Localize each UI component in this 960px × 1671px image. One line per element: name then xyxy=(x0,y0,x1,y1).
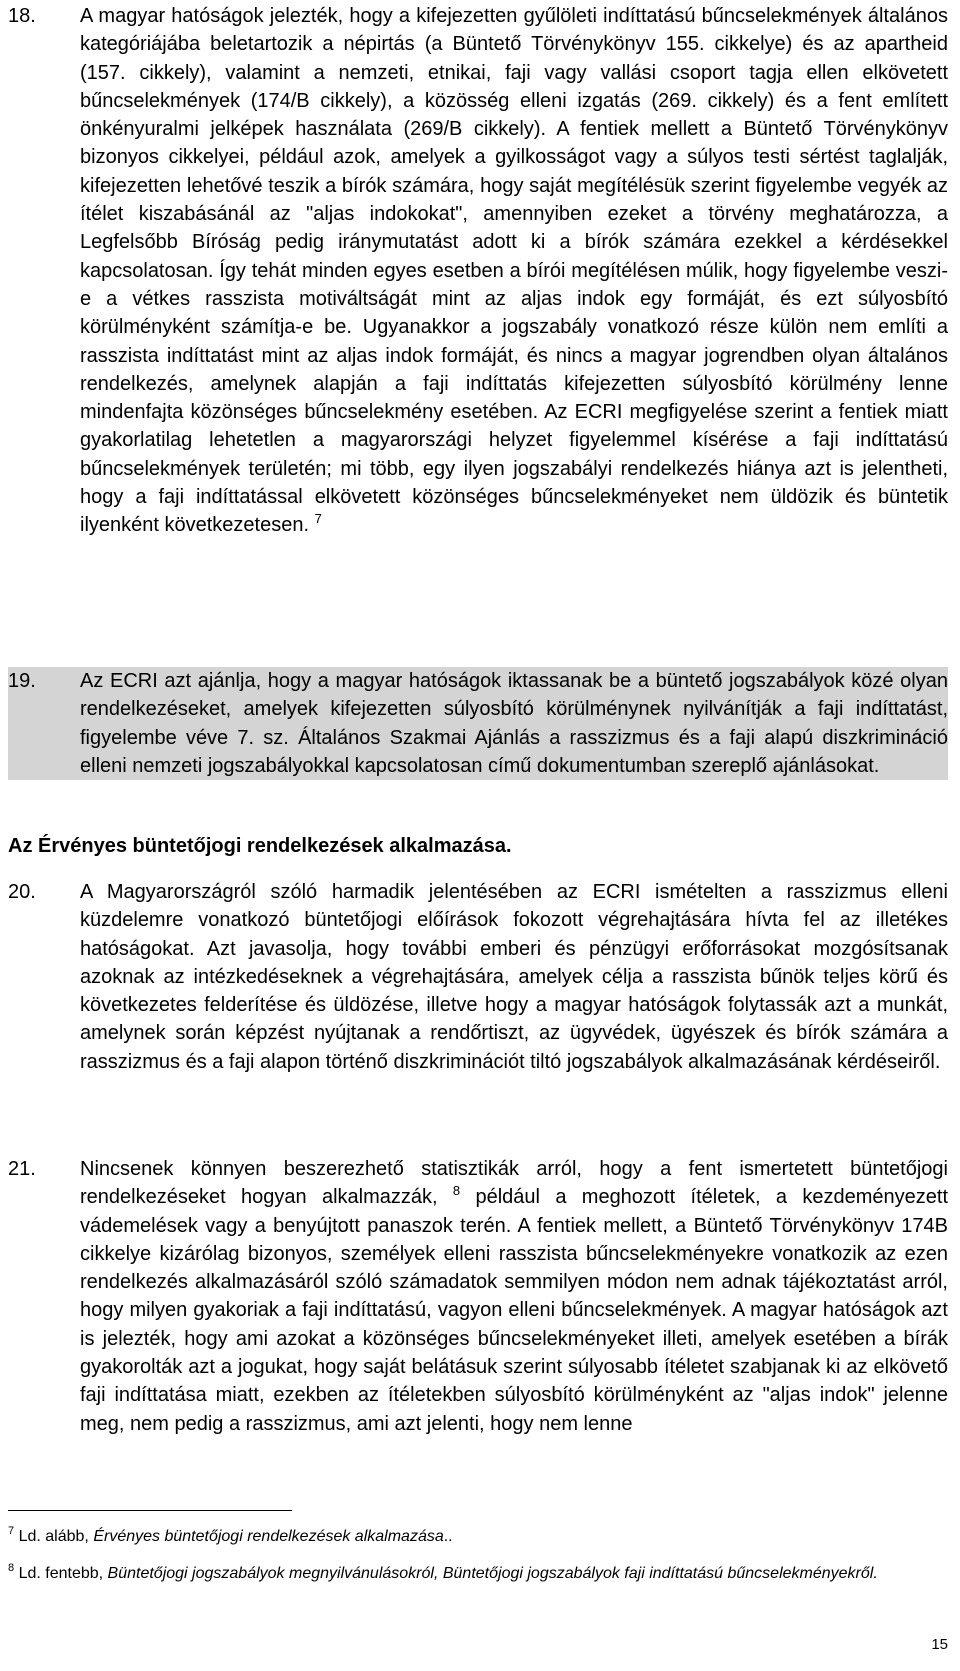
footnote-separator xyxy=(8,1510,292,1511)
footnote-prefix: Ld. fentebb, xyxy=(18,1565,104,1582)
paragraph-number: 18. xyxy=(8,5,36,27)
footnote-8 xyxy=(8,1560,948,1587)
footnote-prefix: Ld. alább, xyxy=(18,1528,89,1545)
paragraph-text: például a meghozott ítéletek, a kezdeményezett vádemelések vagy a benyújtott panaszok terén. A fentiek mellett, a Büntető Törvénykönyv 174B cikkelye kizárólag bizonyos, személyek elleni rasszista bűncselekményekre vonatkozik az ezen rendelkezés alkalmazásáról szóló számadatok semmilyen módon nem adnak tájékoztatást arról, hogy milyen gyakoriak a faji indíttatású, vagyon elleni bűncselekmények. A magyar hatóságok azt is jelezték, hogy ami azokat a közönséges bűncselekményeket illeti, amelyek esetében a bírák gyakorolták azt a jogukat, hogy saját belátásuk szerint súlyosabb ítéletet szabjanak ki az elkövető faji indíttatása miatt, ezekben az ítéletekben súlyosbító körülményként az "aljas indok" jelenne meg, nem pedig a rasszizmus, ami azt jelenti, hogy nem lenne xyxy=(80,1186,948,1435)
paragraph-body xyxy=(80,1155,948,1438)
page-number: 15 xyxy=(931,1636,948,1653)
paragraph-20 xyxy=(8,878,948,1076)
paragraph-number: 20. xyxy=(8,881,36,903)
footnote-italic-title: Érvényes büntetőjogi rendelkezések alkalmazása xyxy=(93,1528,444,1545)
paragraph-number: 19. xyxy=(8,670,36,692)
footnote-marker: 7 xyxy=(8,1525,15,1537)
paragraph-number: 21. xyxy=(8,1158,36,1180)
paragraph-19-recommendation xyxy=(8,667,948,780)
footnote-marker: 8 xyxy=(8,1562,15,1574)
paragraph-18 xyxy=(8,2,948,540)
footnote-reference[interactable]: 8 xyxy=(452,1183,461,1199)
footnote-italic-title: Büntetőjogi jogszabályok megnyilvánulásokról, Büntetőjogi jogszabályok faji indíttatású bűncselekményekről. xyxy=(107,1565,878,1582)
paragraph-text: A magyar hatóságok jelezték, hogy a kifejezetten gyűlöleti indíttatású bűncselekmények általános kategóriájába beletartozik a népirtás (a Büntető Törvénykönyv 155. cikkelye) és az apartheid (157. cikkely), valamint a nemzeti, etnikai, faji vagy vallási csoport tagja ellen elkövetett bűncselekmények (174/B cikkely), a közösség elleni izgatás (269. cikkely) és a fent említett önkényuralmi jelképek használata (269/B cikkely). A fentiek mellett a Büntető Törvénykönyv bizonyos cikkelyei, például azok, amelyek a gyilkosságot vagy a súlyos testi sértést taglalják, kifejezetten lehetővé teszik a bírók számára, hogy saját megítélésük szerint figyelembe vegyék az ítélet kiszabásánál az "aljas indokokat", amennyiben ezeket a törvény meghatározza, a Legfelsőbb Bíróság pedig iránymutatást adott ki a bírók számára ezekkel a kérdésekkel kapcsolatosan. Így tehát minden egyes esetben a bírói megítélésen múlik, hogy figyelembe veszi-e a vétkes rasszista motiváltságát mint az aljas indok egy formáját, és ezt súlyosbító körülményként számítja-e be. Ugyanakkor a jogszabály vonatkozó része külön nem említi a rasszista indíttatást mint az aljas indok formáját, és nincs a magyar jogrendben olyan általános rendelkezés, amelynek alapján a faji indíttatás kifejezetten súlyosbító körülmény lenne mindenfajta közönséges bűncselekmény esetében. Az ECRI megfigyelése szerint a fentiek miatt gyakorlatilag lehetetlen a magyarországi helyzet figyelemmel kísérése a faji indíttatású bűncselekmények területén; mi több, egy ilyen jogszabályi rendelkezés hiánya azt is jelentheti, hogy a faji indíttatással elkövetett közönséges bűncselekményeket nem üldözik és büntetik ilyenként következetesen. xyxy=(80,5,948,537)
footnote-suffix: .. xyxy=(443,1528,453,1545)
section-heading: Az Érvényes büntetőjogi rendelkezések alkalmazása. xyxy=(8,835,512,857)
paragraph-body: A Magyarországról szóló harmadik jelentésében az ECRI ismételten a rasszizmus elleni küzdelemre vonatkozó büntetőjogi előírások fokozott végrehajtására hívta fel az illetékes hatóságokat. Azt javasolja, hogy további emberi és pénzügyi erőforrásokat mozgósítsanak azoknak az intézkedéseknek a végrehajtására, amelyek célja a rasszista bűnök teljes körű és következetes felderítése és üldözése, illetve hogy a magyar hatóságok folytassák azt a munkát, amelynek során képzést nyújtanak a rendőrtiszt, az ügyvédek, ügyészek és bírók számára a rasszizmus és a faji alapon történő diszkriminációt tiltó jogszabályok alkalmazásának kérdéseiről. xyxy=(80,881,948,1073)
paragraph-21 xyxy=(8,1155,948,1438)
paragraph-body: Az ECRI azt ajánlja, hogy a magyar hatóságok iktassanak be a büntető jogszabályok közé olyan rendelkezéseket, amelyek kifejezetten súlyosbító körülménynek nyilvánítják a faji indíttatást, figyelembe véve 7. sz. Általános Szakmai Ajánlás a rasszizmus és a faji alapú diszkrimináció elleni nemzeti jogszabályokkal kapcsolatosan című dokumentumban szereplő ajánlásokat. xyxy=(80,670,948,777)
footnote-reference[interactable]: 7 xyxy=(314,511,322,527)
paragraph-body xyxy=(80,2,948,540)
footnote-7 xyxy=(8,1523,948,1550)
paragraph-text: Nincsenek könnyen beszerezhető statisztikák arról, hogy a fent ismertetett büntetőjogi rendelkezéseket hogyan alkalmazzák, xyxy=(80,1158,948,1209)
